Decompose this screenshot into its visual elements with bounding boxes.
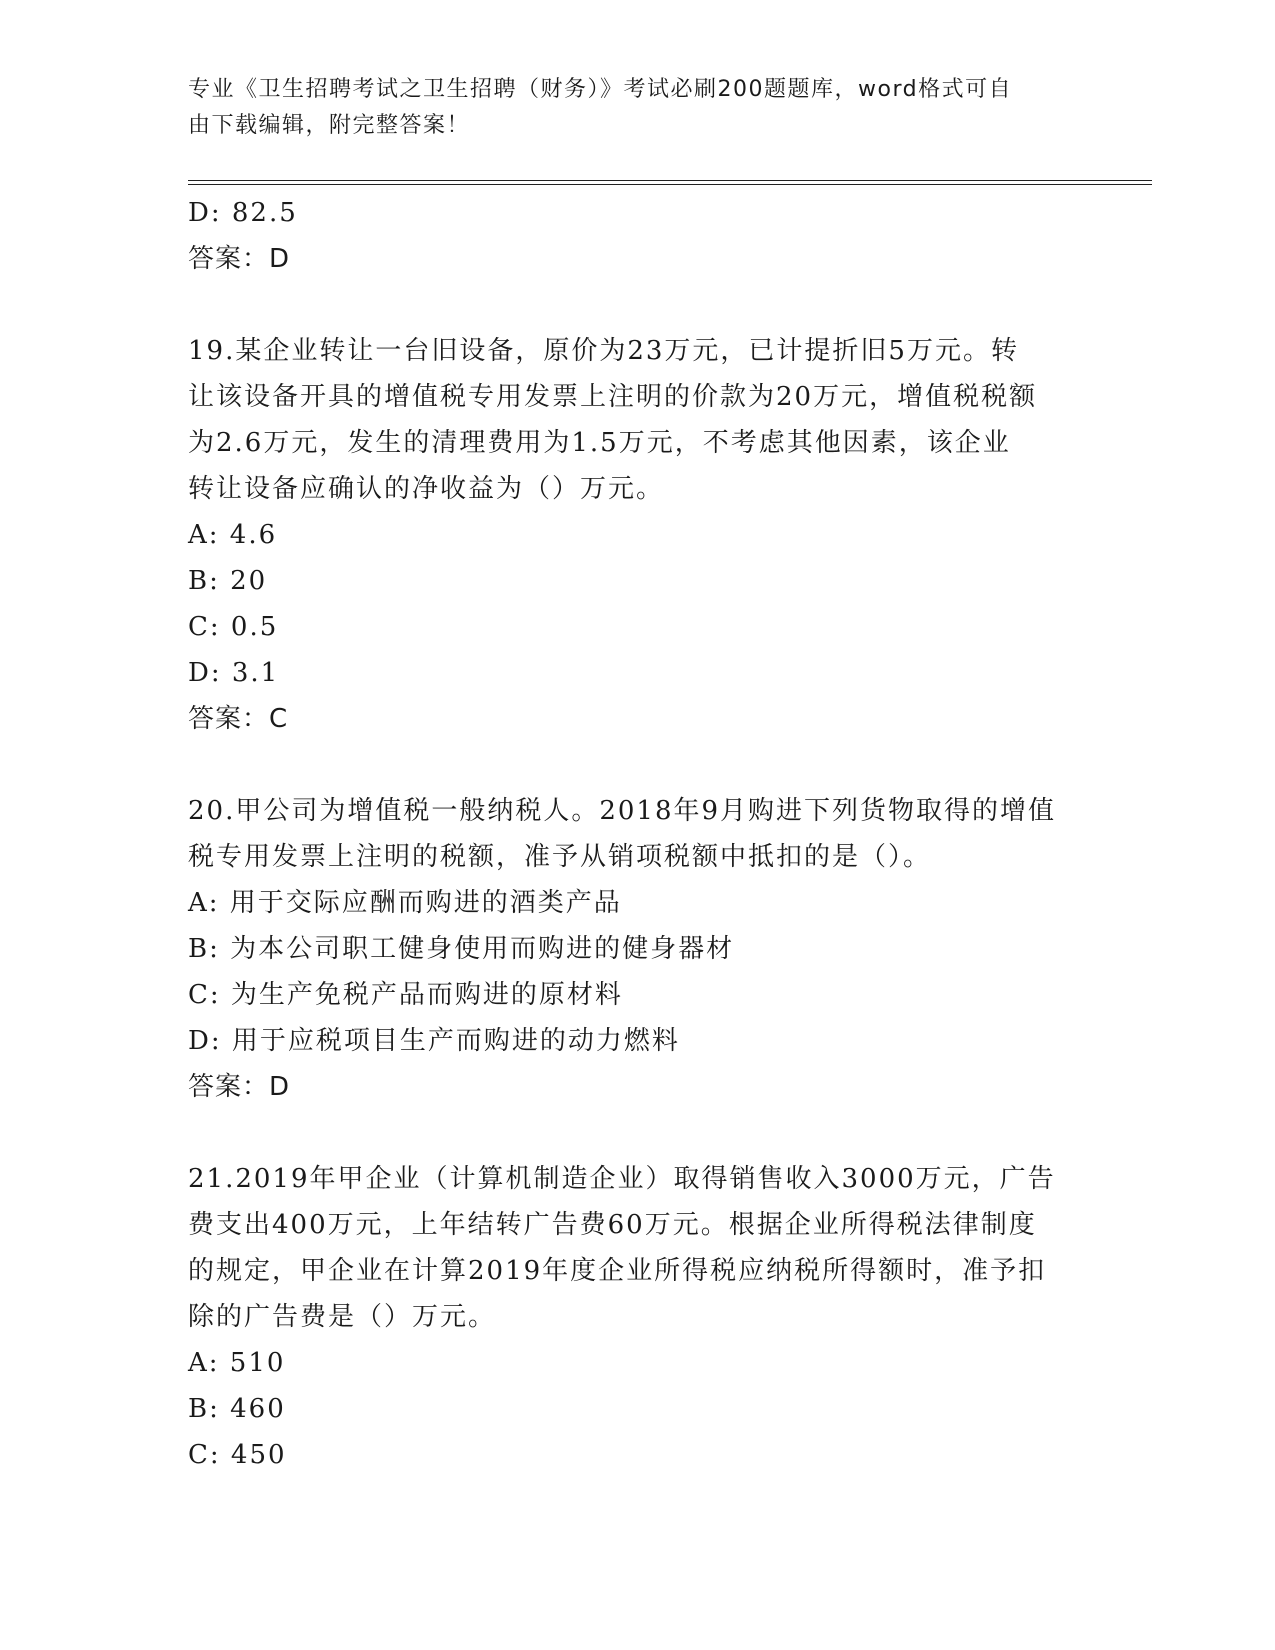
question-19 (188, 328, 1088, 742)
question-20 (188, 788, 1088, 1110)
question-stem-line: 的规定，甲企业在计算2019年度企业所得税应纳税所得额时，准予扣 (188, 1256, 1047, 1286)
question-stem-line: 让该设备开具的增值税专用发票上注明的价款为20万元，增值税税额 (188, 382, 1038, 412)
prev-answer: 答案：D (188, 244, 291, 274)
question-stem-line: 费支出400万元，上年结转广告费60万元。根据企业所得税法律制度 (188, 1210, 1037, 1240)
header-line-2: 由下载编辑，附完整答案！ (188, 113, 471, 138)
option-d: D: 用于应税项目生产而购进的动力燃料 (188, 1026, 680, 1056)
question-stem-line: 转让设备应确认的净收益为（）万元。 (188, 474, 665, 504)
question-stem-line: 税专用发票上注明的税额，准予从销项税额中抵扣的是（）。 (188, 842, 932, 872)
prev-option-d: D: 82.5 (188, 198, 298, 228)
option-b: B: 460 (188, 1394, 286, 1424)
option-c: C: 450 (188, 1440, 287, 1470)
answer: 答案：D (188, 1072, 291, 1102)
question-stem-line: 21.2019年甲企业（计算机制造企业）取得销售收入3000万元，广告 (188, 1164, 1056, 1194)
option-a: A: 用于交际应酬而购进的酒类产品 (188, 888, 622, 918)
question-stem-line: 20.甲公司为增值税一般纳税人。2018年9月购进下列货物取得的增值 (188, 796, 1057, 826)
option-a: A: 510 (188, 1348, 286, 1378)
header-line-1: 专业《卫生招聘考试之卫生招聘（财务）》考试必刷200题题库，word格式可自 (188, 77, 1013, 102)
option-b: B: 为本公司职工健身使用而购进的健身器材 (188, 934, 735, 964)
document-body (188, 190, 1088, 1478)
option-d: D: 3.1 (188, 658, 280, 688)
question-stem-line: 为2.6万元，发生的清理费用为1.5万元，不考虑其他因素，该企业 (188, 428, 1011, 458)
document-header (188, 72, 1068, 144)
question-21 (188, 1156, 1088, 1478)
option-a: A: 4.6 (188, 520, 278, 550)
option-c: C: 为生产免税产品而购进的原材料 (188, 980, 623, 1010)
header-divider-bottom (188, 184, 1152, 185)
question-stem-line: 19.某企业转让一台旧设备，原价为23万元，已计提折旧5万元。转 (188, 336, 1019, 366)
answer: 答案：C (188, 704, 289, 734)
question-stem-line: 除的广告费是（）万元。 (188, 1302, 497, 1332)
option-b: B: 20 (188, 566, 268, 596)
option-c: C: 0.5 (188, 612, 279, 642)
header-divider-top (188, 180, 1152, 181)
